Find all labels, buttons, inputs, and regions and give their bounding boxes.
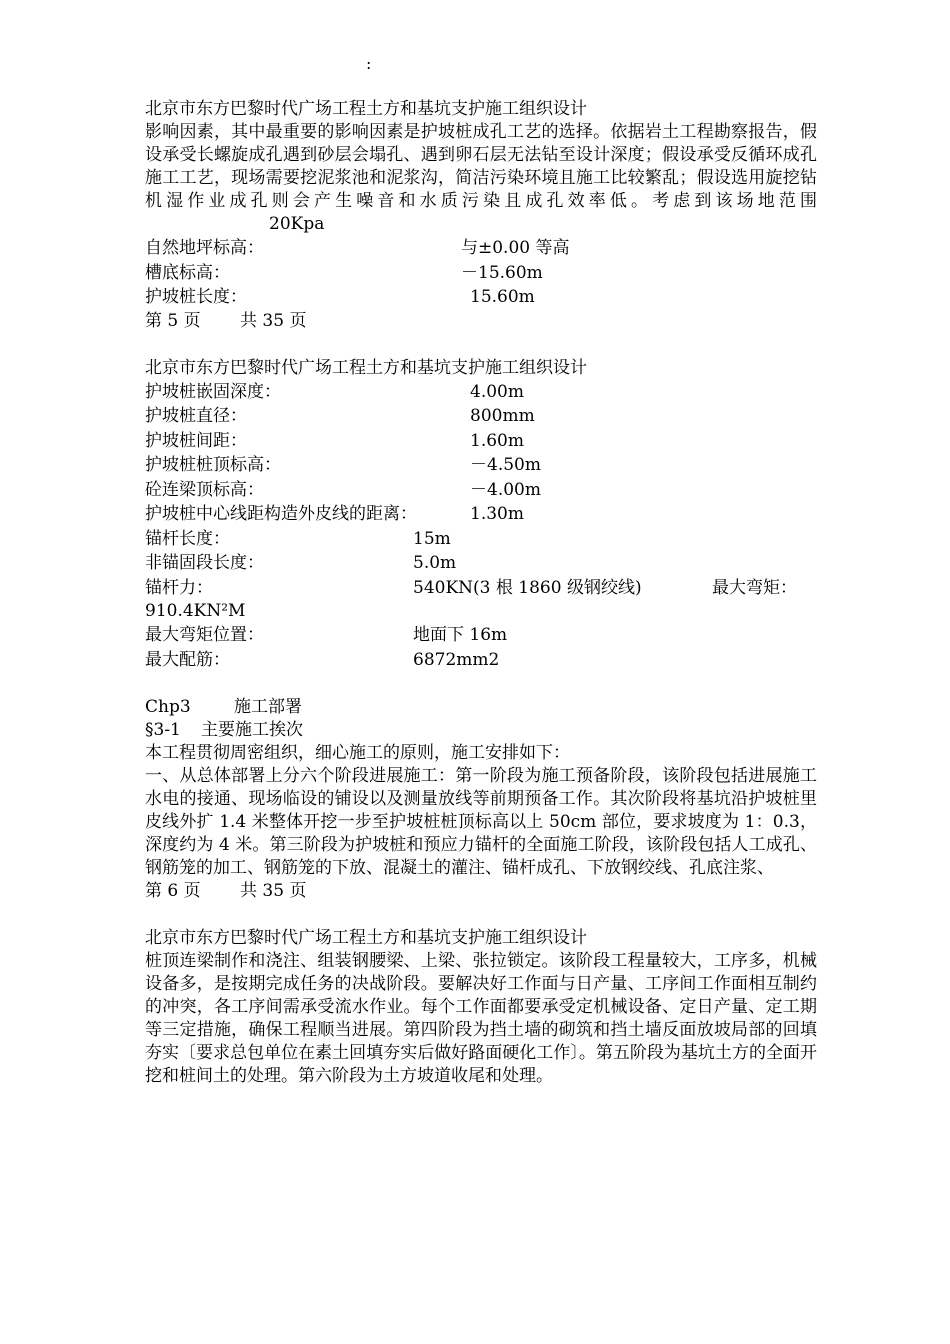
page-break (145, 903, 817, 927)
param-label: 槽底标高： (145, 262, 230, 283)
section-heading (145, 719, 817, 742)
section-gap (145, 672, 817, 696)
anchor-row (145, 576, 817, 601)
param-row (145, 429, 817, 454)
section-number: §3-1 (145, 720, 181, 740)
param-label: 护坡桩长度： (145, 287, 247, 307)
stage-continuation-paragraph: 桩顶连梁制作和浇注、组装钢腰梁、上梁、张拉锁定。该阶段工程量较大，工序多，机械设备多，是按期完成任务的决战阶段。要解决好工作面与日产量、工序间工作面相互制约的冲突，各工序间需承受流水作业。每个工作面都要承受定机械设备、定日产量、定工期等三定措施，确保工程顺当进展。第四阶段为挡土墙的砌筑和挡土墙反面放坡局部的回填夯实〔要求总包单位在素土回填夯实后做好路面硬化工作〕。第五阶段为基坑土方的全面开挖和桩间土的处理。第六阶段为土方坡道收尾和处理。 (145, 951, 817, 1086)
param-row (145, 261, 817, 286)
param-row (145, 380, 817, 405)
page-number: 第 5 页 (145, 310, 201, 331)
anchor-row (145, 551, 817, 576)
param-value: 15.60m (470, 287, 535, 307)
page-header-title: 北京市东方巴黎时代广场工程土方和基坑支护施工组织设计 (145, 357, 587, 378)
section-intro: 本工程贯彻周密组织，细心施工的原则，施工安排如下： (145, 743, 570, 763)
intro-value: 20Kpa (269, 214, 325, 234)
anchor-label: 非锚固段长度： (145, 553, 264, 573)
page-total: 共 35 页 (240, 310, 307, 331)
param-value: －4.50m (470, 455, 541, 475)
moment-label: 最大配筋： (145, 649, 230, 670)
top-mark: : (366, 54, 372, 73)
chapter-title: 施工部署 (234, 697, 302, 717)
param-value: －4.00m (470, 479, 541, 500)
param-row (145, 236, 817, 261)
page-header-title: 北京市东方巴黎时代广场工程土方和基坑支护施工组织设计 (145, 99, 587, 119)
max-moment-label: 最大弯矩： (712, 577, 797, 598)
page-break (145, 333, 817, 357)
max-moment-value: 910.4KN²M (145, 601, 246, 621)
anchor-label: 锚杆力： (145, 577, 213, 598)
anchor-label: 锚杆长度： (145, 528, 230, 549)
param-row (145, 453, 817, 478)
param-value: 与±0.00 等高 (461, 238, 570, 258)
param-row (145, 478, 817, 503)
document-content (145, 98, 817, 1088)
param-row (145, 285, 817, 310)
param-row (145, 404, 817, 429)
page-footer (145, 310, 817, 333)
anchor-row (145, 527, 817, 552)
page-number: 第 6 页 (145, 881, 201, 901)
param-label: 护坡桩直径： (145, 406, 247, 426)
param-value: 1.30m (470, 504, 524, 524)
param-label: 砼连梁顶标高： (145, 479, 264, 500)
page-footer (145, 880, 817, 903)
stage-paragraph: 一、从总体部署上分六个阶段进展施工：第一阶段为施工预备阶段，该阶段包括进展施工水电的接通、现场临设的铺设以及测量放线等前期预备工作。其次阶段将基坑沿护坡桩里皮线外扩 1.4 米整体开挖一步至护坡桩桩顶标高以上 50cm 部位，要求坡度为 1：0.3，深度约为 4 米。第三阶段为护坡桩和预应力锚杆的全面施工阶段，该阶段包括人工成孔、钢筋笼的加工、钢筋笼的下放、混凝土的灌注、锚杆成孔、下放钢绞线、孔底注浆、 (145, 766, 817, 878)
param-label: 护坡桩中心线距构造外皮线的距离： (145, 504, 417, 524)
chapter-heading (145, 696, 817, 719)
anchor-value: 5.0m (413, 553, 457, 573)
intro-text: 影响因素，其中最重要的影响因素是护坡桩成孔工艺的选择。依据岩土工程勘察报告，假设承受长螺旋成孔遇到砂层会塌孔、遇到卵石层无法钻至设计深度；假设承受反循环成孔施工工艺，现场需要挖泥浆池和泥浆沟，简洁污染环境且施工比较繁乱；假设选用旋挖钻机湿作业成孔则会产生噪音和水质污染且成孔效率低。考虑到该场地范围 (145, 122, 817, 211)
param-row (145, 502, 817, 527)
anchor-value: 15m (413, 528, 451, 549)
moment-label: 最大弯矩位置： (145, 625, 264, 645)
param-value: 4.00m (470, 381, 524, 402)
moment-value: 地面下 16m (413, 625, 508, 645)
param-value: －15.60m (461, 262, 543, 283)
param-value: 1.60m (470, 430, 524, 451)
section-title: 主要施工挨次 (201, 720, 303, 740)
param-label: 自然地坪标高： (145, 238, 264, 258)
moment-value: 6872mm2 (413, 649, 500, 670)
param-label: 护坡桩间距： (145, 430, 247, 451)
chapter-number: Chp3 (145, 697, 191, 717)
moment-row (145, 623, 817, 648)
param-label: 护坡桩桩顶标高： (145, 455, 281, 475)
anchor-value: 540KN(3 根 1860 级钢绞线) (413, 577, 642, 598)
page-total: 共 35 页 (240, 881, 307, 901)
intro-paragraph (145, 121, 817, 236)
param-value: 800mm (470, 406, 535, 426)
param-label: 护坡桩嵌固深度： (145, 381, 281, 402)
page-header-title: 北京市东方巴黎时代广场工程土方和基坑支护施工组织设计 (145, 928, 587, 948)
moment-row (145, 648, 817, 673)
